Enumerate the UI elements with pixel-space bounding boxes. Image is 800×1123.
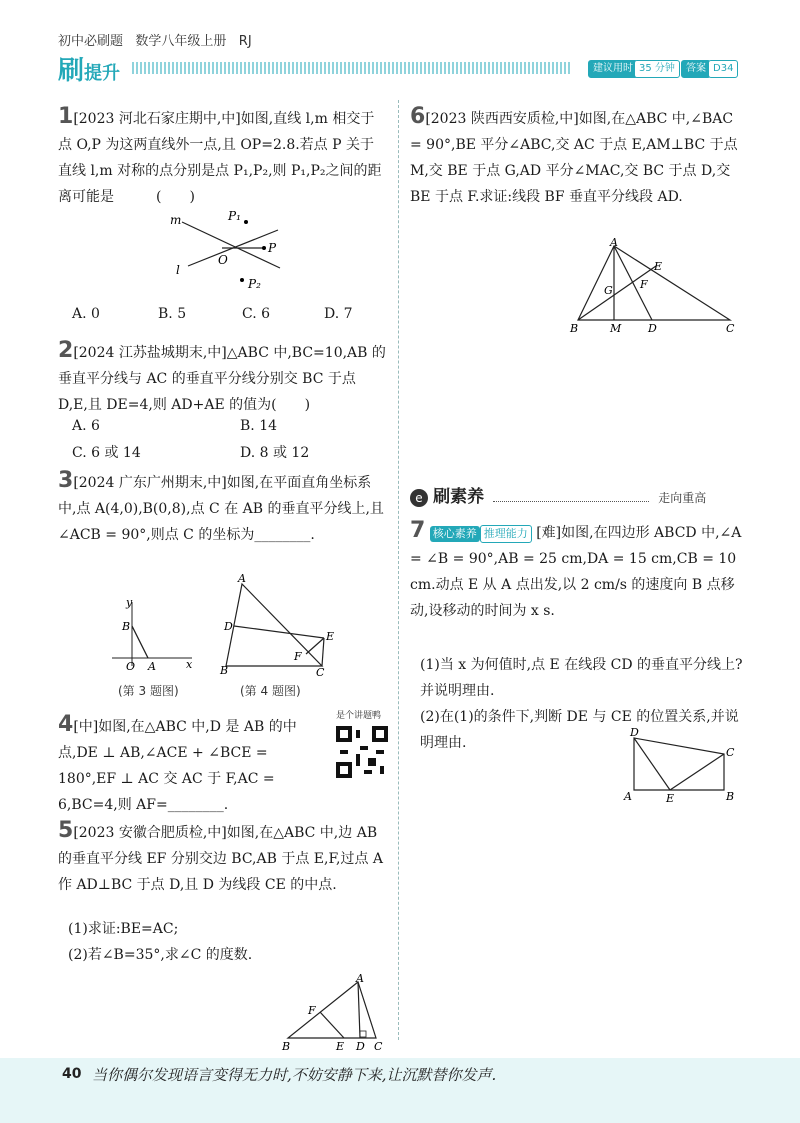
triangle-abc xyxy=(288,982,376,1038)
question-text: [中]如图,在△ABC 中,D 是 AB 的中点,DE ⊥ AB,∠ACE + ∠BCE = 180°,EF ⊥ AC 交 AC 于 F,AC = 6,BC=4,则 AF=________. xyxy=(58,719,297,813)
q2-option-a[interactable]: A. 6 xyxy=(72,418,100,434)
q7-part-1: (1)当 x 为何值时,点 E 在线段 CD 的垂直平分线上?并说明理由. xyxy=(420,657,743,699)
label-f: F xyxy=(294,650,302,663)
segment-ab xyxy=(132,626,148,658)
question-3 xyxy=(58,468,386,548)
question-number: 2 xyxy=(58,338,74,363)
tag-core-literacy: 核心素养 xyxy=(430,526,480,542)
label-d: D xyxy=(648,322,657,334)
q5-part-1: (1)求证:BE=AC; xyxy=(68,921,179,937)
q1-option-c[interactable]: C. 6 xyxy=(242,306,271,322)
label-b: B xyxy=(282,1040,291,1053)
q2-option-d[interactable]: D. 8 或 12 xyxy=(240,445,310,461)
segment-ad xyxy=(358,982,360,1038)
qr-label: 是个讲题鸭 xyxy=(336,711,382,721)
label-b: B xyxy=(122,620,131,633)
label-e: E xyxy=(666,792,675,804)
question-1 xyxy=(58,104,386,210)
question-7 xyxy=(410,518,750,624)
q2-option-c[interactable]: C. 6 或 14 xyxy=(72,445,141,461)
q4-caption: (第 4 题图) xyxy=(240,684,301,698)
label-e: E xyxy=(326,630,335,643)
q2-option-b[interactable]: B. 14 xyxy=(240,418,278,434)
question-6 xyxy=(410,104,743,210)
triangle-abc xyxy=(226,584,322,666)
segment-ef xyxy=(306,638,324,654)
label-l: l xyxy=(176,263,180,277)
label-x: x xyxy=(186,658,193,671)
label-c: C xyxy=(726,322,735,334)
question-4 xyxy=(58,712,330,818)
question-number: 5 xyxy=(58,818,74,843)
segment-ef xyxy=(320,1012,344,1038)
q5-part-2: (2)若∠B=35°,求∠C 的度数. xyxy=(68,947,253,963)
question-5 xyxy=(58,818,386,898)
q3-figure xyxy=(108,596,198,676)
quadrilateral-abcd xyxy=(634,738,724,790)
label-f: F xyxy=(640,278,648,291)
label-d: D xyxy=(224,620,233,633)
label-f: F xyxy=(308,1004,316,1017)
q1-option-b[interactable]: B. 5 xyxy=(158,306,187,322)
segment-de xyxy=(634,738,670,790)
label-a: A xyxy=(148,660,156,673)
page-number: 40 xyxy=(62,1066,82,1082)
segment-de xyxy=(234,626,324,638)
label-a: A xyxy=(356,972,364,985)
section-leader xyxy=(493,501,649,502)
label-a: A xyxy=(238,574,246,585)
label-c: C xyxy=(726,746,735,759)
question-text: [2024 广东广州期末,中]如图,在平面直角坐标系中,点 A(4,0),B(0,8),点 C 在 AB 的垂直平分线上,且∠ACB = 90°,则点 C 的坐标为________. xyxy=(58,475,384,543)
answer-label: 答案 xyxy=(681,60,711,78)
label-d: D xyxy=(356,1040,365,1053)
question-2 xyxy=(58,338,386,418)
point-p xyxy=(262,246,266,250)
segment-ec xyxy=(670,754,724,790)
section-subtitle: 走向重高 xyxy=(658,491,707,505)
column-divider xyxy=(398,100,399,1040)
qr-code-icon[interactable] xyxy=(336,726,388,778)
q3-caption: (第 3 题图) xyxy=(118,684,179,698)
q1-option-d[interactable]: D. 7 xyxy=(324,306,353,322)
label-c: C xyxy=(374,1040,383,1053)
label-b: B xyxy=(220,664,229,677)
question-number: 1 xyxy=(58,104,74,129)
question-number: 4 xyxy=(58,712,74,737)
q4-figure xyxy=(218,574,338,678)
section-title: 刷素养 xyxy=(433,487,485,507)
section-icon: e xyxy=(410,489,428,507)
label-e: E xyxy=(336,1040,345,1053)
line-m xyxy=(182,222,280,268)
label-b: B xyxy=(726,790,735,803)
label-e: E xyxy=(654,260,663,273)
label-p1: P₁ xyxy=(228,209,241,223)
q7-figure xyxy=(622,724,742,804)
book-header: 初中必刷题 数学八年级上册 RJ xyxy=(58,34,252,49)
time-value: 35 分钟 xyxy=(634,60,680,78)
label-o: O xyxy=(218,253,228,267)
q1-option-a[interactable]: A. 0 xyxy=(72,306,100,322)
label-a: A xyxy=(610,238,618,249)
label-p2: P₂ xyxy=(248,277,261,291)
q6-figure xyxy=(564,238,744,334)
label-b: B xyxy=(570,322,579,334)
label-m: M xyxy=(610,322,622,334)
brand-main: 刷 xyxy=(58,56,85,86)
answer-page: D34 xyxy=(708,60,738,78)
label-g: G xyxy=(604,284,613,297)
segment-be xyxy=(578,266,656,320)
label-p: P xyxy=(268,241,277,255)
label-o: O xyxy=(126,660,136,673)
question-number: 6 xyxy=(410,104,426,129)
tag-reasoning: 推理能力 xyxy=(480,525,532,543)
label-a: A xyxy=(624,790,632,803)
question-text: [2023 安徽合肥质检,中]如图,在△ABC 中,边 AB 的垂直平分线 EF 分别交边 BC,AB 于点 E,F,过点 A 作 AD⊥BC 于点 D,且 D 为线段 CE 的中点. xyxy=(58,825,388,893)
triangle-abc xyxy=(578,246,730,320)
brand-sub: 提升 xyxy=(84,63,121,84)
q5-figure xyxy=(280,972,390,1054)
label-m: m xyxy=(170,213,182,227)
question-text: [2023 河北石家庄期中,中]如图,直线 l,m 相交于点 O,P 为这两直线外一点,且 OP=2.8.若点 P 关于直线 l,m 对称的点分别是点 P₁,P₂,则 P₁,P₂之间的距离可能是 ( ) xyxy=(58,111,382,205)
right-angle-d xyxy=(360,1031,366,1037)
section-header xyxy=(410,482,740,506)
question-text: [难]如图,在四边形 ABCD 中,∠A = ∠B = 90°,AB = 25 cm,DA = 15 cm,CB = 10 cm.动点 E 从 A 点出发,以 2 cm/s 的速度向 B 点移动,设移动的时间为 x s. xyxy=(410,525,746,619)
label-y: y xyxy=(126,596,133,609)
label-c: C xyxy=(316,666,325,678)
question-text: [2023 陕西西安质检,中]如图,在△ABC 中,∠BAC = 90°,BE 平分∠ABC,交 AC 于点 E,AM⊥BC 于点 M,交 BE 于点 G,AD 平分∠MAC,交 BC 于点 D,交 BE 于点 F.求证:线段 BF 垂直平分线段 AD. xyxy=(410,111,743,205)
time-label: 建议用时 xyxy=(588,60,638,78)
q1-figure xyxy=(168,208,288,294)
brand-logo xyxy=(58,50,120,87)
footer-quote: 当你偶尔发现语言变得无力时,不妨安静下来,让沉默替你发声. xyxy=(92,1066,497,1084)
question-number: 3 xyxy=(58,468,74,493)
question-number: 7 xyxy=(410,518,426,543)
point-p1 xyxy=(244,220,248,224)
question-text: [2024 江苏盐城期末,中]△ABC 中,BC=10,AB 的垂直平分线与 AC 的垂直平分线分别交 BC 于点 D,E,且 DE=4,则 AD+AE 的值为( ) xyxy=(58,345,386,413)
segment-ec xyxy=(322,638,324,666)
header-stripe xyxy=(132,62,572,74)
label-d: D xyxy=(630,726,639,739)
point-p2 xyxy=(240,278,244,282)
q7-part-2: (2)在(1)的条件下,判断 DE 与 CE 的位置关系,并说明理由. xyxy=(420,709,739,751)
